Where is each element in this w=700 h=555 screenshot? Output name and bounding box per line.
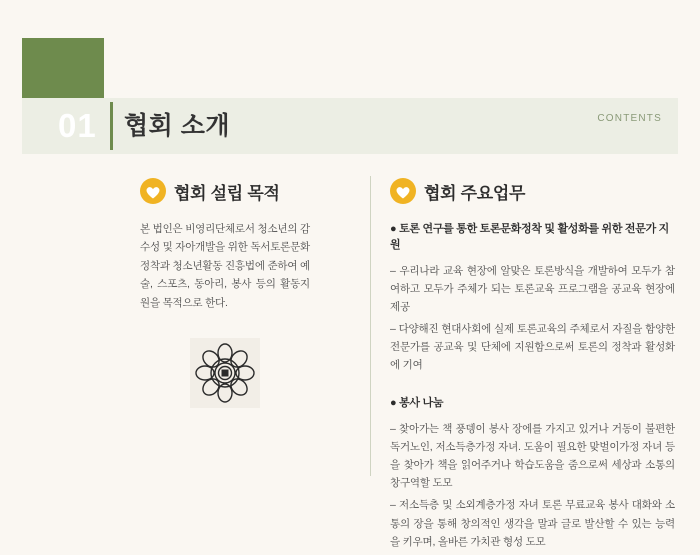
- national-emblem-icon: [190, 338, 260, 408]
- left-body-text: 본 법인은 비영리단체로서 청소년의 감수성 및 자아개발을 위한 독서토론문화 정착과 청소년활동 진흥법에 준하여 예술, 스포츠, 동아리, 봉사 등의 활동지원을 목적으로 한다.: [140, 223, 310, 309]
- section-paragraph: – 다양해진 현대사회에 실제 토론교육의 주체로서 자질을 함양한 전문가를 공교육 및 단체에 지원함으로써 토론의 정착과 활성화에 기여: [390, 323, 675, 372]
- section-gap: [390, 378, 675, 390]
- contents-label: CONTENTS: [597, 113, 662, 124]
- emblem-wrapper: [140, 338, 310, 408]
- heart-icon: [390, 178, 416, 204]
- section-heading: ● 토론 연구를 통한 토론문화정착 및 활성화를 위한 전문가 지원: [390, 223, 669, 251]
- volunteer-section: [390, 394, 675, 550]
- left-section-header: [140, 178, 310, 204]
- section-heading: ● 봉사 나눔: [390, 397, 444, 410]
- header-divider: [110, 102, 113, 150]
- business-section: [390, 220, 675, 374]
- header-band: [22, 98, 678, 154]
- right-section-title: 협회 주요업무: [424, 183, 526, 203]
- left-section-title: 협회 설립 목적: [174, 183, 280, 203]
- right-column: [390, 178, 675, 555]
- section-paragraph: – 찾아가는 책 풍뎅이 봉사 장에를 가지고 있거나 거동이 불편한 독거노인, 저소득층가정 자녀. 도움이 필요한 맞벌이가정 자녀 등을 찾아가 책을 읽어주거나 학습도움을 줌으로써 세상과 소통의 창구역할 도모: [390, 423, 675, 490]
- section-paragraph: – 저소득층 및 소외계층가정 자녀 토론 무료교육 봉사 대화와 소통의 장을 통해 창의적인 생각을 말과 글로 발산할 수 있는 능력을 키우며, 올바른 가치관 형성 도모: [390, 499, 675, 548]
- right-section-header: [390, 178, 675, 204]
- column-divider: [370, 176, 371, 476]
- page-title: 협회 소개: [124, 112, 231, 140]
- slide-number: 01: [58, 107, 97, 144]
- section-paragraph: – 우리나라 교육 현장에 알맞은 토론방식을 개발하여 모두가 참여하고 모두가 주체가 되는 토론교육 프로그램을 공교육 현장에 제공: [390, 265, 675, 314]
- heart-icon: [140, 178, 166, 204]
- left-column: [140, 178, 310, 408]
